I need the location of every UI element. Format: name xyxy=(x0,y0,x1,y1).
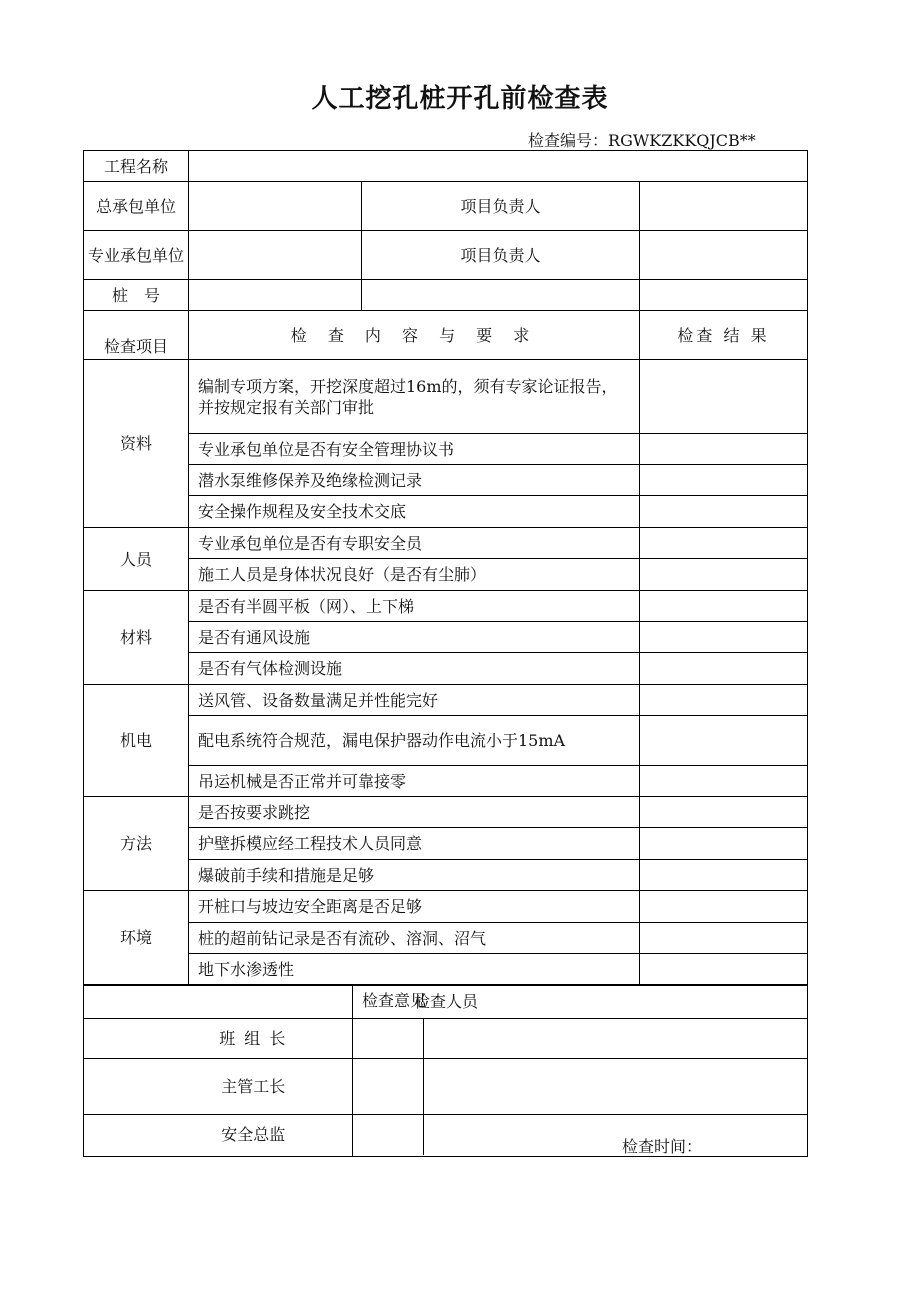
check-result[interactable] xyxy=(640,496,808,528)
check-item: 吊运机械是否正常并可靠接零 xyxy=(189,766,640,797)
check-result[interactable] xyxy=(640,434,808,465)
check-item: 桩的超前钻记录是否有流砂、溶洞、沼气 xyxy=(189,923,640,954)
project-leader-field[interactable] xyxy=(640,182,808,231)
pile-no-field-3[interactable] xyxy=(640,280,808,311)
section-name: 机电 xyxy=(84,685,189,797)
project-name-field[interactable] xyxy=(189,151,808,182)
section-name: 资料 xyxy=(84,360,189,528)
project-leader-label: 项目负责人 xyxy=(362,182,640,231)
specialty-leader-label: 项目负责人 xyxy=(362,231,640,280)
check-item: 配电系统符合规范，漏电保护器动作电流小于15mA xyxy=(189,716,640,766)
check-result[interactable] xyxy=(640,653,808,685)
check-result[interactable] xyxy=(640,923,808,954)
check-code xyxy=(528,128,756,151)
specialty-contractor-field[interactable] xyxy=(189,231,362,280)
check-item: 开桩口与坡边安全距离是否足够 xyxy=(189,891,640,923)
check-result[interactable] xyxy=(640,591,808,622)
opinion-label: 检查意见 xyxy=(362,991,427,1010)
check-item: 是否有通风设施 xyxy=(189,622,640,653)
column-header-item: 检查项目 xyxy=(84,311,189,360)
check-result[interactable] xyxy=(640,954,808,985)
inspectors-title: 检查人员 xyxy=(84,986,808,1018)
check-item: 是否有气体检测设施 xyxy=(189,653,640,685)
project-name-label: 工程名称 xyxy=(84,151,189,182)
check-item: 编制专项方案，开挖深度超过16m的，须有专家论证报告，并按规定报有关部门审批 xyxy=(189,360,640,434)
column-header-result: 检查 结 果 xyxy=(640,311,808,360)
check-result[interactable] xyxy=(640,860,808,891)
check-result[interactable] xyxy=(640,622,808,653)
check-item: 专业承包单位是否有专职安全员 xyxy=(189,528,640,559)
check-result[interactable] xyxy=(640,528,808,559)
pile-no-label: 桩 号 xyxy=(84,280,189,311)
check-item: 送风管、设备数量满足并性能完好 xyxy=(189,685,640,716)
check-time-label: 检查时间： xyxy=(622,1137,703,1156)
check-item: 施工人员是身体状况良好（是否有尘肺） xyxy=(189,559,640,591)
check-result[interactable] xyxy=(640,465,808,496)
section-name: 材料 xyxy=(84,591,189,685)
safety-director-label: 安全总监 xyxy=(84,1114,423,1155)
signature-table xyxy=(83,985,808,1157)
safety-director-signature[interactable] xyxy=(423,1114,808,1155)
column-header-content: 检 查 内 容 与 要 求 xyxy=(189,311,640,360)
pile-no-field-2[interactable] xyxy=(362,280,640,311)
inspectors-table xyxy=(84,986,808,1155)
check-item: 安全操作规程及安全技术交底 xyxy=(189,496,640,528)
check-result[interactable] xyxy=(640,716,808,766)
check-result[interactable] xyxy=(640,891,808,923)
pile-no-field-1[interactable] xyxy=(189,280,362,311)
specialty-contractor-label: 专业承包单位 xyxy=(84,231,189,280)
section-name: 方法 xyxy=(84,797,189,891)
check-item: 是否按要求跳挖 xyxy=(189,797,640,828)
foreman-label: 主管工长 xyxy=(84,1058,423,1114)
check-result[interactable] xyxy=(640,828,808,860)
check-item: 是否有半圆平板（网）、上下梯 xyxy=(189,591,640,622)
check-result[interactable] xyxy=(640,360,808,434)
team-leader-signature[interactable] xyxy=(423,1018,808,1058)
check-result[interactable] xyxy=(640,797,808,828)
check-code-value: RGWKZKKQJCB** xyxy=(608,131,756,150)
section-name: 人员 xyxy=(84,528,189,591)
check-item: 护壁拆模应经工程技术人员同意 xyxy=(189,828,640,860)
page-title: 人工挖孔桩开孔前检查表 xyxy=(311,84,609,114)
general-contractor-field[interactable] xyxy=(189,182,362,231)
inspection-table xyxy=(83,150,808,985)
check-code-label: 检查编号： xyxy=(528,131,609,150)
general-contractor-label: 总承包单位 xyxy=(84,182,189,231)
check-result[interactable] xyxy=(640,766,808,797)
check-result[interactable] xyxy=(640,685,808,716)
specialty-leader-field[interactable] xyxy=(640,231,808,280)
foreman-signature[interactable] xyxy=(423,1058,808,1114)
section-name: 环境 xyxy=(84,891,189,985)
team-leader-label: 班 组 长 xyxy=(84,1018,423,1058)
check-item: 潜水泵维修保养及绝缘检测记录 xyxy=(189,465,640,496)
check-item: 专业承包单位是否有安全管理协议书 xyxy=(189,434,640,465)
check-item: 爆破前手续和措施是足够 xyxy=(189,860,640,891)
check-item: 地下水渗透性 xyxy=(189,954,640,985)
check-result[interactable] xyxy=(640,559,808,591)
